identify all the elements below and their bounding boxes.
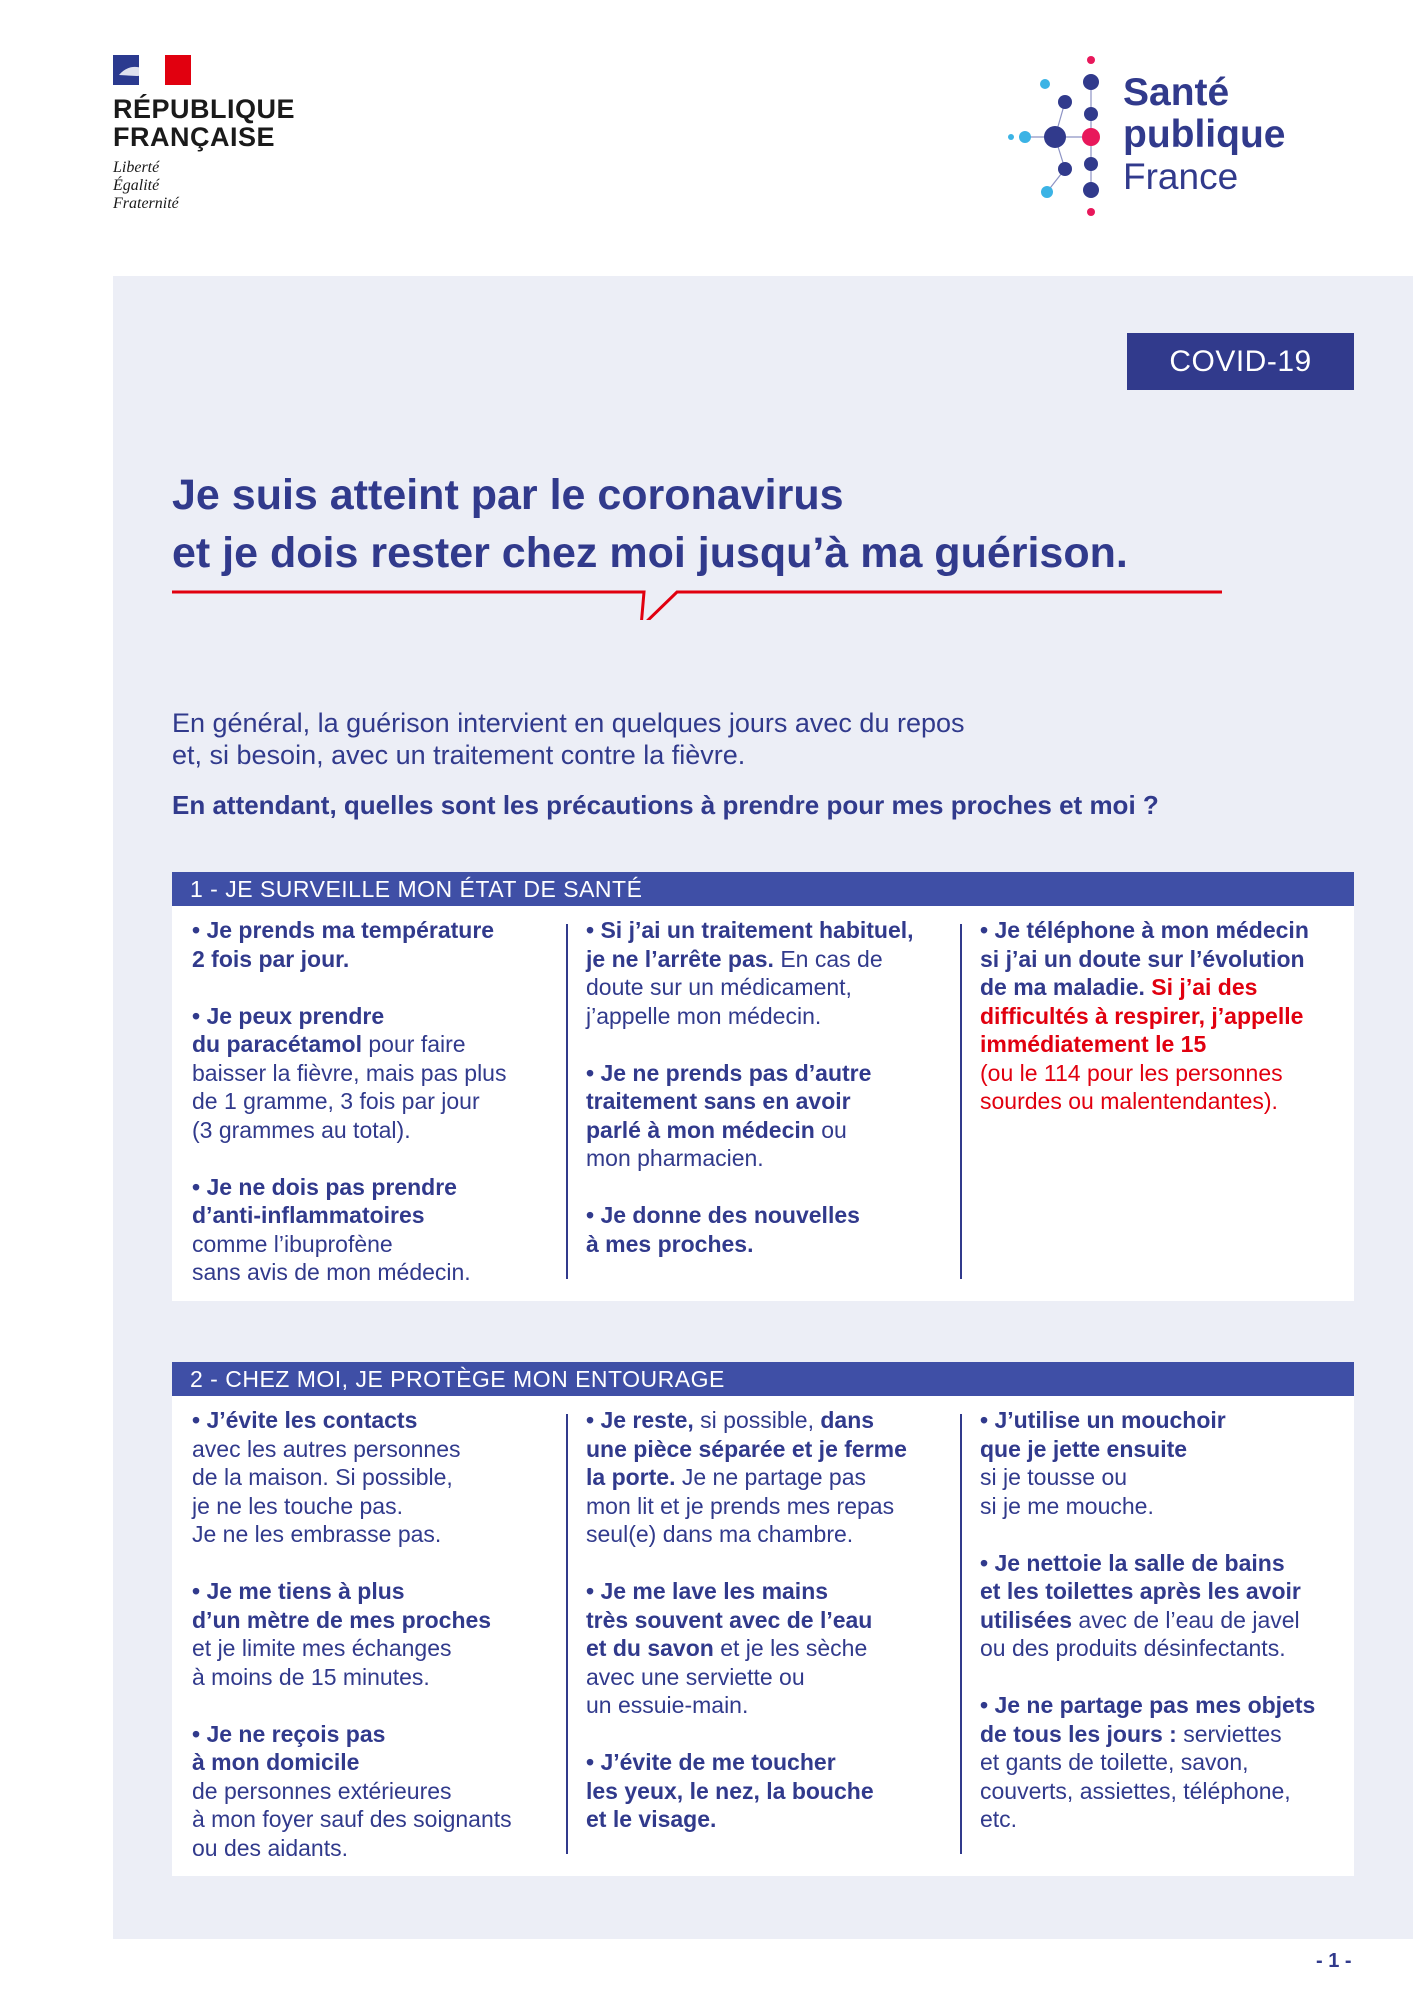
section-heading: 1 - JE SURVEILLE MON ÉTAT DE SANTÉ — [172, 872, 1354, 906]
list-item: • Je ne prends pas d’autre traitement sans en avoir parlé à mon médecin ou mon pharmacien. — [586, 1059, 872, 1171]
column-2 — [566, 1406, 960, 1876]
list-item: • Je me tiens à plus d’un mètre de mes proches et je limite mes échanges à moins de 15 minutes. — [192, 1578, 492, 1690]
title-line2: et je dois rester chez moi jusqu’à ma guérison. — [172, 529, 1128, 577]
section-heading: 2 - CHEZ MOI, JE PROTÈGE MON ENTOURAGE — [172, 1362, 1354, 1396]
speech-bubble-underline — [172, 570, 1222, 620]
intro-line1: En général, la guérison intervient en quelques jours avec du repos — [172, 708, 965, 738]
intro-line2: et, si besoin, avec un traitement contre la fièvre. — [172, 740, 746, 770]
list-item: • Je reste, si possible, dans une pièce séparée et je ferme la porte. Je ne partage pas mon lit et je prends mes repas seul(e) dans ma chambre. — [586, 1407, 907, 1547]
motto-fraternite: Fraternité — [113, 195, 179, 212]
covid-badge: COVID-19 — [1127, 333, 1354, 390]
republic-name-line2: FRANÇAISE — [113, 122, 276, 152]
sante-publique-france-logo — [1005, 52, 1325, 222]
marianne-icon — [117, 63, 161, 79]
list-item: • Je ne partage pas mes objets de tous les jours : serviettes et gants de toilette, savon, couverts, assiettes, téléphone, etc. — [980, 1692, 1316, 1832]
molecule-icon — [1005, 52, 1115, 222]
list-item: • Si j’ai un traitement habituel, je ne l’arrête pas. En cas de doute sur un médicament, j’appelle mon médecin. — [586, 917, 914, 1029]
column-3 — [960, 916, 1354, 1301]
republique-francaise-logo — [113, 55, 313, 213]
list-item: • Je prends ma température 2 fois par jour. — [192, 917, 495, 972]
motto-liberte: Liberté — [113, 159, 160, 176]
list-item: • Je ne reçois pas à mon domicile de personnes extérieures à mon foyer sauf des soignants ou des aidants. — [192, 1720, 512, 1861]
section-protect-household — [172, 1362, 1354, 1876]
column-3 — [960, 1406, 1354, 1876]
list-item: • J’évite les contacts avec les autres personnes de la maison. Si possible, je ne les touche pas. Je ne les embrasse pas. — [192, 1407, 461, 1547]
intro-question: En attendant, quelles sont les précautions à prendre pour mes proches et moi ? — [172, 790, 1159, 820]
page-number: - 1 - — [1316, 1950, 1352, 1972]
page-title — [172, 466, 1272, 582]
column-1 — [172, 916, 566, 1301]
list-item: • J’utilise un mouchoir que je jette ensuite si je tousse ou si je me mouche. — [980, 1407, 1226, 1519]
list-item: • Je téléphone à mon médecin si j’ai un doute sur l’évolution de ma maladie. Si j’ai des difficultés à respirer, j’appelle immédiatement le 15 (ou le 114 pour les personnes sourdes ou malentendantes). — [980, 917, 1309, 1114]
section-health-monitoring — [172, 872, 1354, 1301]
list-item: • Je me lave les mains très souvent avec de l’eau et du savon et je les sèche avec une serviette ou un essuie-main. — [586, 1578, 873, 1718]
list-item: • Je ne dois pas prendre d’anti-inflammatoires comme l’ibuprofène sans avis de mon médecin. — [192, 1173, 471, 1285]
spf-line2: publique — [1123, 113, 1286, 156]
title-line1: Je suis atteint par le coronavirus — [172, 471, 844, 519]
list-item: • Je donne des nouvelles à mes proches. — [586, 1202, 860, 1257]
republic-name-line1: RÉPUBLIQUE — [113, 94, 296, 124]
column-2 — [566, 916, 960, 1301]
column-1 — [172, 1406, 566, 1876]
spf-line1: Santé — [1123, 71, 1230, 114]
spf-line3: France — [1123, 156, 1239, 197]
motto-egalite: Égalité — [113, 177, 160, 194]
list-item: • Je nettoie la salle de bains et les toilettes après les avoir utilisées avec de l’eau de javel ou des produits désinfectants. — [980, 1549, 1301, 1661]
list-item: • J’évite de me toucher les yeux, le nez, la bouche et le visage. — [586, 1749, 874, 1832]
intro-text — [172, 707, 1322, 771]
list-item: • Je peux prendre du paracétamol pour faire baisser la fièvre, mais pas plus de 1 gramme, 3 fois par jour (3 grammes au total). — [192, 1002, 507, 1143]
flag-icon — [113, 55, 191, 85]
